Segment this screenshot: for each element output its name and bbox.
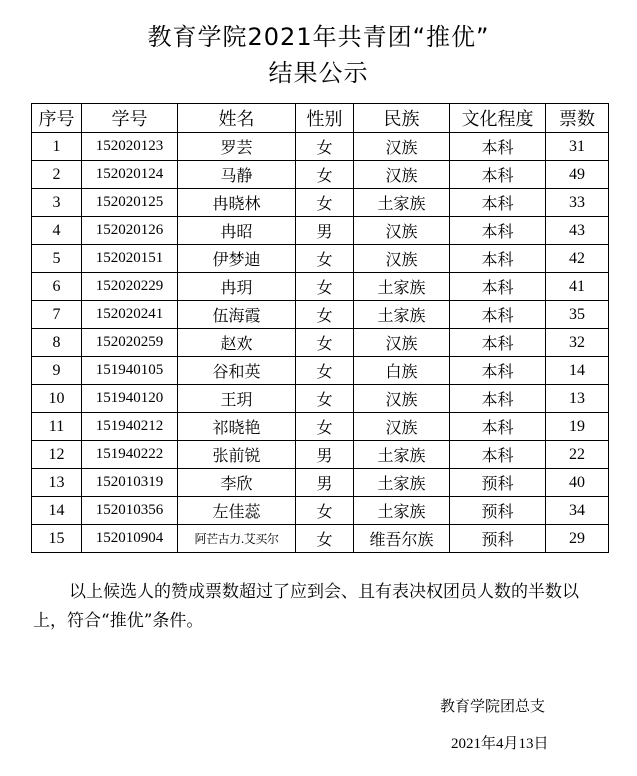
cell-votes: 34 [546,497,609,525]
cell-education: 本科 [450,245,546,273]
cell-gender: 女 [296,301,354,329]
cell-index: 4 [32,217,82,245]
cell-votes: 31 [546,133,609,161]
cell-votes: 40 [546,469,609,497]
cell-index: 2 [32,161,82,189]
cell-ethnicity: 汉族 [354,385,450,413]
cell-index: 13 [32,469,82,497]
cell-index: 8 [32,329,82,357]
cell-name: 冉晓林 [178,189,296,217]
cell-ethnicity: 汉族 [354,413,450,441]
cell-ethnicity: 汉族 [354,329,450,357]
table-row [32,273,609,301]
table-row [32,189,609,217]
document-title-line2: 结果公示 [268,59,369,87]
cell-votes: 33 [546,189,609,217]
document-title-line1: 教育学院2021年共青团“推优” [147,23,490,51]
cell-ethnicity: 汉族 [354,217,450,245]
result-note: 以上候选人的赞成票数超过了应到会、且有表决权团员人数的半数以上，符合“推优”条件。 [33,582,579,631]
cell-gender: 女 [296,497,354,525]
cell-gender: 男 [296,469,354,497]
cell-student-id: 152020124 [82,161,178,189]
table-row [32,133,609,161]
header-votes: 票数 [546,104,609,133]
cell-index: 12 [32,441,82,469]
cell-index: 10 [32,385,82,413]
cell-education: 本科 [450,385,546,413]
cell-education: 本科 [450,161,546,189]
cell-gender: 女 [296,273,354,301]
cell-votes: 41 [546,273,609,301]
cell-education: 本科 [450,441,546,469]
cell-gender: 女 [296,413,354,441]
cell-ethnicity: 土家族 [354,273,450,301]
cell-ethnicity: 土家族 [354,441,450,469]
table-row [32,441,609,469]
cell-education: 本科 [450,413,546,441]
cell-education: 本科 [450,217,546,245]
table-row [32,329,609,357]
cell-gender: 女 [296,385,354,413]
cell-student-id: 151940105 [82,357,178,385]
results-table [31,103,609,553]
cell-name: 赵欢 [178,329,296,357]
table-row [32,217,609,245]
cell-name: 王玥 [178,385,296,413]
table-body [32,133,609,553]
cell-index: 7 [32,301,82,329]
cell-gender: 男 [296,441,354,469]
table-row [32,497,609,525]
cell-index: 3 [32,189,82,217]
cell-index: 9 [32,357,82,385]
cell-name: 张前锐 [178,441,296,469]
header-ethnicity: 民族 [354,104,450,133]
cell-index: 5 [32,245,82,273]
cell-index: 14 [32,497,82,525]
cell-ethnicity: 维吾尔族 [354,525,450,553]
table-row [32,469,609,497]
cell-student-id: 152020125 [82,189,178,217]
cell-name: 冉昭 [178,217,296,245]
cell-ethnicity: 土家族 [354,497,450,525]
cell-gender: 女 [296,245,354,273]
cell-gender: 男 [296,217,354,245]
header-name: 姓名 [178,104,296,133]
cell-student-id: 152020123 [82,133,178,161]
cell-votes: 22 [546,441,609,469]
cell-education: 本科 [450,189,546,217]
cell-student-id: 152020229 [82,273,178,301]
cell-ethnicity: 土家族 [354,301,450,329]
cell-education: 本科 [450,273,546,301]
cell-gender: 女 [296,525,354,553]
header-education: 文化程度 [450,104,546,133]
header-index: 序号 [32,104,82,133]
cell-index: 6 [32,273,82,301]
header-gender: 性别 [296,104,354,133]
cell-gender: 女 [296,161,354,189]
cell-student-id: 152010904 [82,525,178,553]
cell-student-id: 152010319 [82,469,178,497]
cell-name: 阿芒古力.艾买尔 [178,525,296,553]
cell-student-id: 152020126 [82,217,178,245]
cell-student-id: 152020259 [82,329,178,357]
cell-votes: 14 [546,357,609,385]
cell-name: 罗芸 [178,133,296,161]
table-row [32,245,609,273]
cell-votes: 42 [546,245,609,273]
cell-votes: 13 [546,385,609,413]
cell-index: 11 [32,413,82,441]
cell-education: 预科 [450,469,546,497]
cell-name: 马静 [178,161,296,189]
table-row [32,385,609,413]
table-row [32,161,609,189]
cell-ethnicity: 土家族 [354,189,450,217]
table-row [32,301,609,329]
cell-index: 15 [32,525,82,553]
cell-votes: 43 [546,217,609,245]
cell-gender: 女 [296,133,354,161]
table-row [32,357,609,385]
cell-student-id: 152020151 [82,245,178,273]
cell-education: 本科 [450,301,546,329]
cell-votes: 49 [546,161,609,189]
cell-ethnicity: 汉族 [354,133,450,161]
cell-name: 左佳蕊 [178,497,296,525]
cell-student-id: 151940222 [82,441,178,469]
cell-gender: 女 [296,357,354,385]
cell-name: 伊梦迪 [178,245,296,273]
cell-name: 谷和英 [178,357,296,385]
cell-name: 李欣 [178,469,296,497]
cell-student-id: 151940212 [82,413,178,441]
cell-votes: 35 [546,301,609,329]
table-row [32,413,609,441]
table-header-row [32,104,609,133]
cell-ethnicity: 白族 [354,357,450,385]
cell-education: 本科 [450,357,546,385]
cell-education: 预科 [450,497,546,525]
cell-ethnicity: 汉族 [354,245,450,273]
signature-org: 教育学院团总支 [440,697,546,715]
cell-student-id: 152020241 [82,301,178,329]
cell-gender: 女 [296,189,354,217]
cell-education: 预科 [450,525,546,553]
cell-ethnicity: 土家族 [354,469,450,497]
cell-votes: 29 [546,525,609,553]
cell-votes: 19 [546,413,609,441]
cell-ethnicity: 汉族 [354,161,450,189]
cell-student-id: 151940120 [82,385,178,413]
cell-votes: 32 [546,329,609,357]
cell-education: 本科 [450,133,546,161]
cell-gender: 女 [296,329,354,357]
cell-name: 祁晓艳 [178,413,296,441]
header-student-id: 学号 [82,104,178,133]
cell-student-id: 152010356 [82,497,178,525]
cell-education: 本科 [450,329,546,357]
cell-index: 1 [32,133,82,161]
signature-date: 2021年4月13日 [451,736,549,752]
cell-name: 冉玥 [178,273,296,301]
cell-name: 伍海霞 [178,301,296,329]
table-row [32,525,609,553]
